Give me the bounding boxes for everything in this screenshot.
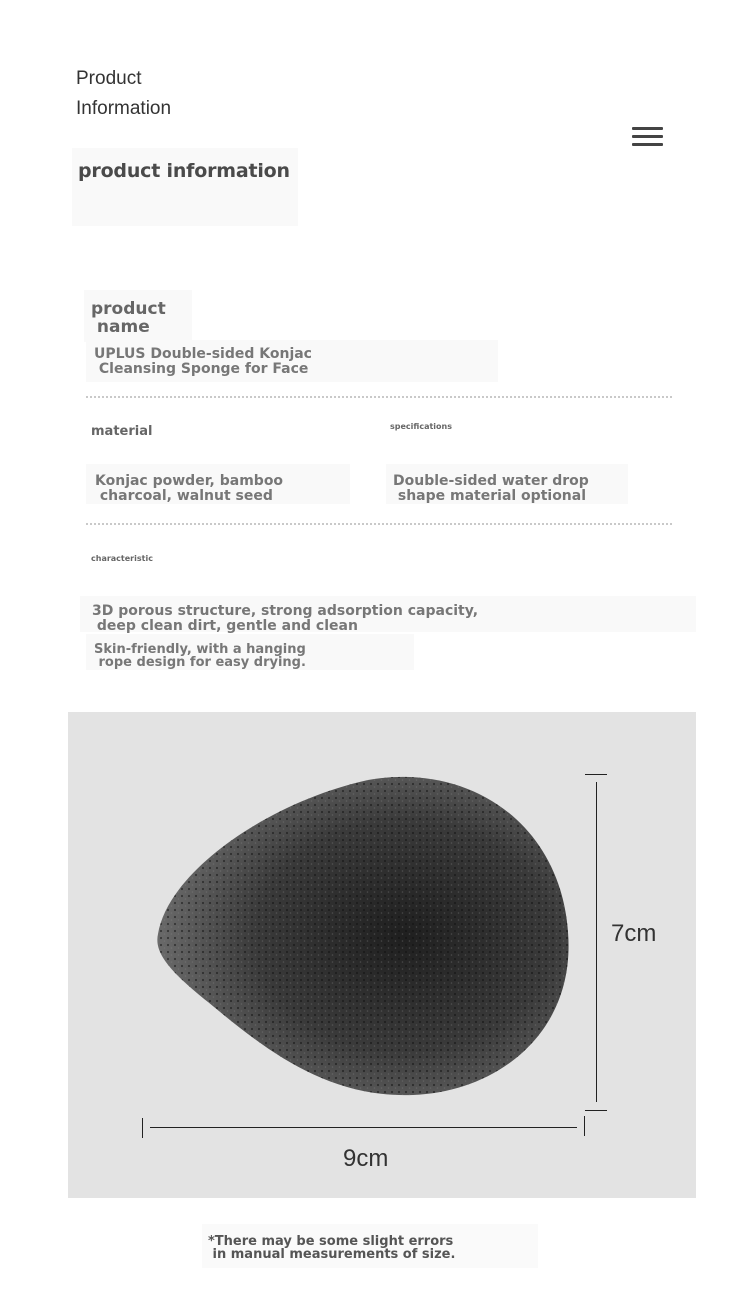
product-name-label: product name	[91, 299, 166, 337]
specifications-label: specifications	[390, 422, 452, 431]
characteristic-label: characteristic	[91, 554, 153, 563]
height-dimension-cap-top	[585, 774, 607, 775]
height-dimension-cap-bottom	[585, 1110, 607, 1111]
section-heading: product information	[78, 160, 290, 182]
material-value: Konjac powder, bamboo charcoal, walnut seed	[95, 473, 284, 504]
page-title-line-1: Product	[76, 68, 142, 89]
width-dimension-line	[150, 1127, 577, 1128]
measurement-note: *There may be some slight errors in manual measurements of size.	[208, 1234, 456, 1262]
width-dimension-cap-left	[142, 1118, 143, 1138]
material-label: material	[91, 424, 153, 439]
sponge-texture	[157, 777, 568, 1095]
sponge-illustration	[68, 712, 696, 1198]
product-name-value: UPLUS Double-sided Konjac Cleansing Sponge for Face	[94, 346, 312, 377]
characteristic-value-2: Skin-friendly, with a hanging rope design for easy drying.	[94, 642, 306, 670]
width-dimension-cap-right	[584, 1116, 585, 1136]
divider	[86, 396, 672, 398]
width-dimension-label: 9cm	[343, 1145, 389, 1172]
hamburger-menu-icon[interactable]	[628, 124, 666, 150]
product-image	[68, 712, 696, 1198]
characteristic-value-1: 3D porous structure, strong adsorption capacity, deep clean dirt, gentle and clean	[92, 603, 479, 634]
divider	[86, 523, 672, 525]
specifications-value: Double-sided water drop shape material optional	[393, 473, 589, 504]
page-title-line-2: Information	[76, 98, 172, 119]
height-dimension-line	[596, 782, 597, 1102]
height-dimension-label: 7cm	[611, 920, 657, 947]
page-title	[76, 64, 171, 124]
